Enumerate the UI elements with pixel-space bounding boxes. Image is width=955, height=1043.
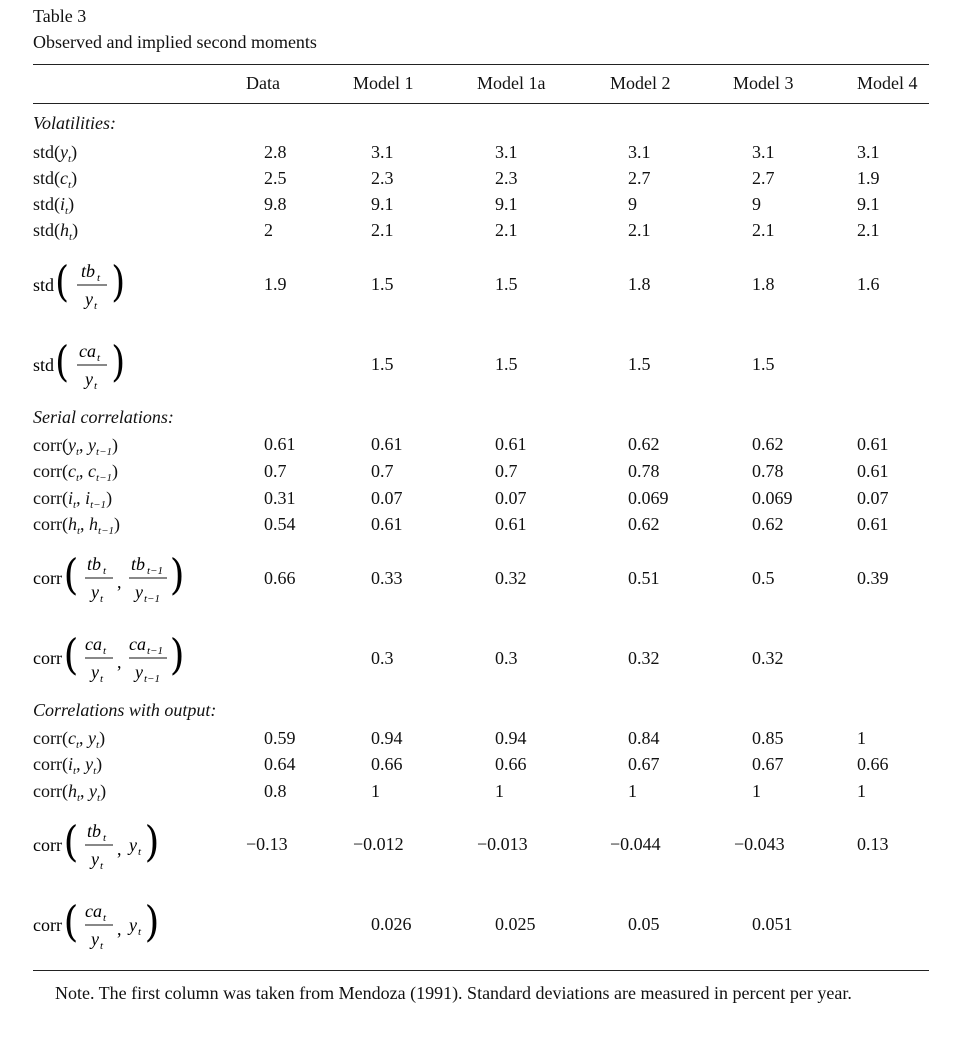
row-label-corr-tb-y-lag	[33, 548, 223, 606]
column-header-model-1: Model 1	[353, 73, 414, 93]
table-cell: 0.66	[264, 568, 296, 588]
header-rule	[33, 103, 929, 104]
formula-corr-tb-over-y-lag	[33, 548, 223, 606]
row-label-corr-c-y: $corr(c_t$, $y_t$)	[33, 728, 106, 751]
table-cell: 0.7	[264, 461, 287, 481]
table-cell: 0.32	[628, 648, 660, 668]
table-cell: −0.043	[734, 834, 785, 854]
table-cell: 0.069	[752, 488, 793, 508]
svg-text:tb: tb	[87, 821, 102, 841]
table-cell: 0.61	[495, 434, 527, 454]
table-cell: 0.3	[495, 648, 518, 668]
table-cell: 1	[752, 781, 761, 801]
table-cell: 0.7	[371, 461, 394, 481]
svg-text:ca: ca	[79, 341, 96, 361]
table-cell: 0.3	[371, 648, 394, 668]
table-cell: 0.61	[857, 461, 889, 481]
table-cell: 1.5	[495, 274, 518, 294]
table-cell: 1.6	[857, 274, 880, 294]
svg-text:t: t	[100, 860, 104, 872]
table-cell: 2.7	[628, 168, 651, 188]
svg-text:std: std	[33, 275, 55, 295]
section-serial-correlations: Serial correlations:	[33, 407, 174, 427]
svg-text:(: (	[55, 258, 70, 307]
svg-text:tb: tb	[81, 261, 96, 281]
table-cell: 1	[857, 728, 866, 748]
table-cell: 0.069	[628, 488, 669, 508]
table-cell: 0.33	[371, 568, 403, 588]
table-cell: 0.62	[628, 434, 660, 454]
row-label-std-c: $std(c_t)$	[33, 168, 78, 191]
table-cell: 0.32	[495, 568, 527, 588]
svg-text:ca: ca	[85, 901, 102, 921]
formula-corr-ca-over-y-lag	[33, 628, 223, 686]
table-cell: 2.1	[371, 220, 394, 240]
table-cell: 3.1	[495, 142, 518, 162]
row-label-corr-y-y1: $corr(y_t$, $y_{t-1}$)	[33, 435, 119, 458]
svg-text:t: t	[138, 846, 142, 858]
table-cell: 0.39	[857, 568, 889, 588]
svg-text:corr: corr	[33, 648, 62, 668]
svg-text:std: std	[33, 355, 55, 375]
svg-text:(: (	[55, 338, 70, 387]
svg-text:t: t	[103, 832, 107, 844]
row-label-corr-ca-y-lag	[33, 628, 223, 686]
svg-text:t: t	[100, 940, 104, 952]
table-cell: 0.32	[752, 648, 784, 668]
table-cell: 0.026	[371, 914, 412, 934]
table-cell: 0.78	[628, 461, 660, 481]
table-cell: 0.78	[752, 461, 784, 481]
row-label-corr-i-i1: $corr(i_t$, $i_{t-1}$)	[33, 488, 113, 511]
table-cell: 0.94	[495, 728, 527, 748]
svg-text:t: t	[100, 593, 104, 605]
table-cell: 0.59	[264, 728, 296, 748]
table-cell: 0.05	[628, 914, 660, 934]
svg-text:): )	[144, 898, 160, 947]
table-cell: 0.051	[752, 914, 793, 934]
table-cell: 3.1	[752, 142, 775, 162]
table-cell: −0.044	[610, 834, 661, 854]
row-label-corr-h-h1: $corr(h_t$, $h_{t-1}$)	[33, 514, 121, 537]
svg-text:): )	[144, 818, 160, 867]
table-subtitle: Observed and implied second moments	[33, 32, 317, 52]
table-cell: 0.54	[264, 514, 296, 534]
svg-text:(: (	[63, 818, 79, 867]
svg-text:t: t	[94, 380, 98, 392]
table-cell: 9.1	[495, 194, 518, 214]
table-cell: 0.7	[495, 461, 518, 481]
row-label-std-tb-y	[33, 255, 153, 313]
table-cell: 0.66	[495, 754, 527, 774]
table-cell: 1.5	[371, 354, 394, 374]
svg-text:): )	[169, 631, 185, 680]
table-cell: 1.5	[371, 274, 394, 294]
table-cell: 0.31	[264, 488, 296, 508]
table-cell: 1.9	[857, 168, 880, 188]
svg-text:(: (	[63, 551, 79, 600]
table-cell: 2.1	[628, 220, 651, 240]
table-cell: 0.67	[628, 754, 660, 774]
table-cell: 0.62	[628, 514, 660, 534]
svg-text:t−1: t−1	[144, 673, 160, 685]
table-cell: 1.8	[628, 274, 651, 294]
table-cell: 1.5	[495, 354, 518, 374]
svg-text:t−1: t−1	[147, 645, 163, 657]
column-header-data: Data	[246, 73, 280, 93]
svg-text:,: ,	[117, 652, 122, 672]
formula-std-ca-over-y	[33, 335, 153, 393]
table-cell: 0.61	[857, 434, 889, 454]
svg-text:t: t	[103, 565, 107, 577]
svg-text:(: (	[63, 631, 79, 680]
table-cell: 0.13	[857, 834, 889, 854]
table-cell: 0.61	[857, 514, 889, 534]
table-title: Table 3	[33, 6, 87, 26]
table-cell: 1	[628, 781, 637, 801]
svg-text:): )	[169, 551, 185, 600]
table-note: Note. The first column was taken from Mendoza (1991). Standard deviations are measured in percent per year.	[55, 983, 852, 1003]
svg-text:t−1: t−1	[144, 593, 160, 605]
svg-text:corr: corr	[33, 835, 62, 855]
svg-text:t: t	[97, 272, 101, 284]
table-cell: 2.3	[371, 168, 394, 188]
row-label-std-y: $std(y_t)$	[33, 142, 78, 165]
table-cell: 0.8	[264, 781, 287, 801]
table-cell: 9	[752, 194, 761, 214]
column-header-model-1a: Model 1a	[477, 73, 546, 93]
table-cell: 0.51	[628, 568, 660, 588]
row-label-corr-tb-y-output	[33, 815, 193, 873]
table-cell: 1.5	[752, 354, 775, 374]
svg-text:t: t	[97, 352, 101, 364]
row-label-corr-c-c1: $corr(c_t$, $c_{t-1}$)	[33, 461, 119, 484]
svg-text:t−1: t−1	[147, 565, 163, 577]
table-cell: 9.8	[264, 194, 287, 214]
table-cell: 1	[857, 781, 866, 801]
svg-text:t: t	[138, 926, 142, 938]
table-cell: 1	[371, 781, 380, 801]
table-cell: 0.07	[495, 488, 527, 508]
row-label-std-i: $std(i_t)$	[33, 194, 75, 217]
table-cell: 0.07	[857, 488, 889, 508]
svg-text:y: y	[91, 582, 99, 602]
svg-text:,: ,	[117, 839, 122, 859]
table-cell: 0.85	[752, 728, 784, 748]
column-header-model-3: Model 3	[733, 73, 794, 93]
column-header-model-4: Model 4	[857, 73, 918, 93]
table-cell: 3.1	[371, 142, 394, 162]
svg-text:(: (	[63, 898, 79, 947]
table-cell: 0.62	[752, 514, 784, 534]
table-cell: 0.66	[857, 754, 889, 774]
svg-text:ca: ca	[85, 634, 102, 654]
table-cell: 0.61	[371, 514, 403, 534]
table-cell: 9.1	[857, 194, 880, 214]
table-cell: 0.61	[495, 514, 527, 534]
formula-corr-ca-over-y-output	[33, 895, 193, 953]
table-cell: 2.1	[495, 220, 518, 240]
table-cell: 2.8	[264, 142, 287, 162]
section-volatilities: Volatilities:	[33, 113, 116, 133]
svg-text:y: y	[135, 662, 143, 682]
table-cell: 0.5	[752, 568, 775, 588]
table-cell: 0.94	[371, 728, 403, 748]
table-cell: 3.1	[857, 142, 880, 162]
svg-text:y: y	[129, 835, 137, 855]
table-cell: 0.66	[371, 754, 403, 774]
table-cell: 2.3	[495, 168, 518, 188]
svg-text:t: t	[100, 673, 104, 685]
table-cell: −0.13	[246, 834, 288, 854]
row-label-std-ca-y	[33, 335, 153, 393]
formula-std-tb-over-y	[33, 255, 153, 313]
row-label-corr-h-y: $corr(h_t$, $y_t$)	[33, 781, 107, 804]
svg-text:t: t	[103, 645, 107, 657]
table-cell: 0.62	[752, 434, 784, 454]
table-cell: 0.07	[371, 488, 403, 508]
svg-text:corr: corr	[33, 568, 62, 588]
table-cell: 0.61	[371, 434, 403, 454]
table-cell: 1.9	[264, 274, 287, 294]
table-cell: 3.1	[628, 142, 651, 162]
top-rule	[33, 64, 929, 65]
table-cell: 9.1	[371, 194, 394, 214]
svg-text:,: ,	[117, 919, 122, 939]
svg-text:ca: ca	[129, 634, 146, 654]
svg-text:y: y	[85, 369, 93, 389]
table-cell: 1.5	[628, 354, 651, 374]
row-label-corr-i-y: $corr(i_t$, $y_t$)	[33, 754, 103, 777]
table-cell: 0.025	[495, 914, 536, 934]
column-header-model-2: Model 2	[610, 73, 671, 93]
table-cell: 0.64	[264, 754, 296, 774]
svg-text:): )	[111, 258, 126, 307]
svg-text:y: y	[135, 582, 143, 602]
table-cell: 2.1	[857, 220, 880, 240]
table-cell: −0.013	[477, 834, 528, 854]
svg-text:t: t	[103, 912, 107, 924]
row-label-corr-ca-y-output	[33, 895, 193, 953]
svg-text:t: t	[94, 300, 98, 312]
table-cell: 1.8	[752, 274, 775, 294]
table-cell: 2.7	[752, 168, 775, 188]
table-cell: 1	[495, 781, 504, 801]
svg-text:): )	[111, 338, 126, 387]
svg-text:y: y	[91, 849, 99, 869]
table-cell: 2	[264, 220, 273, 240]
svg-text:tb: tb	[87, 554, 102, 574]
row-label-std-h: $std(h_t)$	[33, 220, 79, 243]
table-cell: 0.84	[628, 728, 660, 748]
table-cell: 0.67	[752, 754, 784, 774]
table-cell: 0.61	[264, 434, 296, 454]
bottom-rule	[33, 970, 929, 971]
svg-text:tb: tb	[131, 554, 146, 574]
svg-text:y: y	[129, 915, 137, 935]
formula-corr-tb-over-y-output	[33, 815, 193, 873]
table-cell: 9	[628, 194, 637, 214]
svg-text:y: y	[91, 662, 99, 682]
svg-text:y: y	[85, 289, 93, 309]
svg-text:corr: corr	[33, 915, 62, 935]
section-correlations-output: Correlations with output:	[33, 700, 217, 720]
table-cell: 2.5	[264, 168, 287, 188]
table-cell: 2.1	[752, 220, 775, 240]
svg-text:,: ,	[117, 572, 122, 592]
table-cell: −0.012	[353, 834, 404, 854]
svg-text:y: y	[91, 929, 99, 949]
